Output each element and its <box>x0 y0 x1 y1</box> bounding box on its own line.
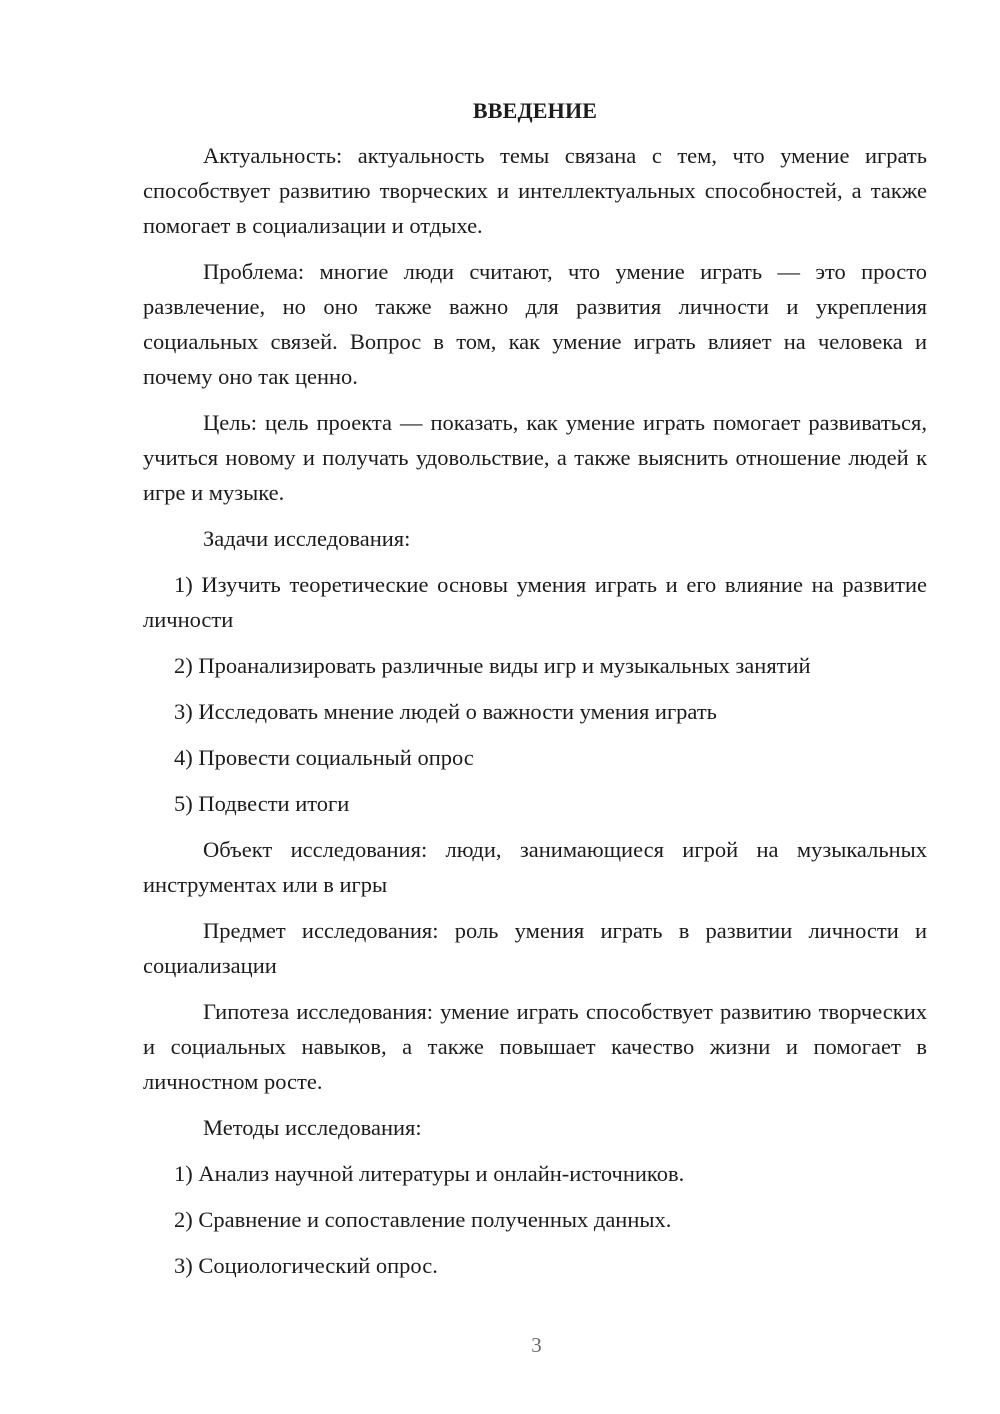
page-title: ВВЕДЕНИЕ <box>472 98 598 123</box>
object-paragraph: Объект исследования: люди, занимающиеся игрой на музыкальных инструментах или в игры <box>143 837 927 897</box>
method-item: 2) Сравнение и сопоставление полученных данных. <box>174 1207 672 1232</box>
hypothesis-paragraph: Гипотеза исследования: умение играть способствует развитию творческих и социальных навыков, а также повышает качество жизни и помогает в личностном росте. <box>143 999 927 1094</box>
goal-paragraph: Цель: цель проекта — показать, как умение играть помогает развиваться, учиться новому и получать удовольствие, а также выяснить отношение людей к игре и музыке. <box>143 410 927 505</box>
methods-heading: Методы исследования: <box>203 1115 422 1140</box>
problem-paragraph: Проблема: многие люди считают, что умение играть — это просто развлечение, но оно также важно для развития личности и укрепления социальных связей. Вопрос в том, как умение играть влияет на человека и почему оно так ценно. <box>143 259 927 389</box>
task-item: 4) Провести социальный опрос <box>174 745 474 770</box>
task-item: 5) Подвести итоги <box>174 791 350 816</box>
task-item: 1) Изучить теоретические основы умения играть и его влияние на развитие личности <box>143 572 927 632</box>
tasks-heading: Задачи исследования: <box>203 526 411 551</box>
method-item: 3) Социологический опрос. <box>174 1253 438 1278</box>
subject-paragraph: Предмет исследования: роль умения играть в развитии личности и социализации <box>143 918 927 978</box>
relevance-paragraph: Актуальность: актуальность темы связана с тем, что умение играть способствует развитию творческих и интеллектуальных способностей, а также помогает в социализации и отдыхе. <box>143 143 927 238</box>
page-number: 3 <box>531 1333 542 1357</box>
task-item: 2) Проанализировать различные виды игр и музыкальных занятий <box>174 653 811 678</box>
document-body <box>143 93 927 1294</box>
task-item: 3) Исследовать мнение людей о важности умения играть <box>174 699 717 724</box>
method-item: 1) Анализ научной литературы и онлайн-источников. <box>174 1161 685 1186</box>
